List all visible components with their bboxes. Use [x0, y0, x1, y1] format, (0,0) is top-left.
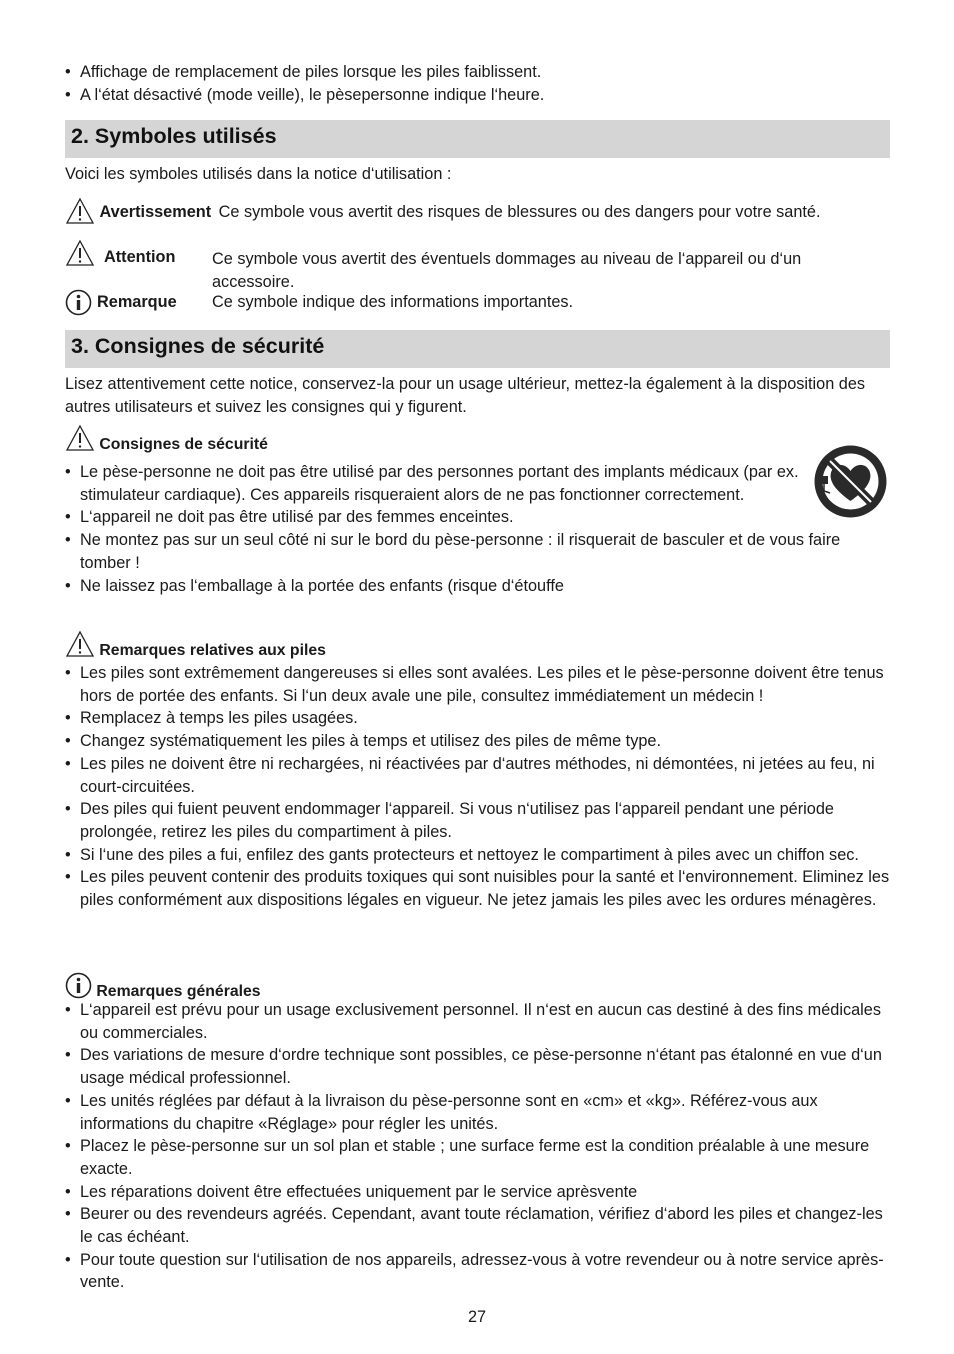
list-item: • Pour toute question sur l‘utilisation de nos appareils, adressez-vous à votre revendeur ou à notre service après-vente. — [65, 1249, 895, 1294]
list-item: • Les réparations doivent être effectuées uniquement par le service aprèsvente — [65, 1181, 895, 1204]
no-pacemaker-icon — [812, 443, 889, 520]
safety-subheading: Consignes de sécurité — [65, 424, 268, 452]
warning-triangle-icon — [65, 424, 95, 452]
intro-bullet-list — [65, 61, 895, 106]
symbols-intro: Voici les symboles utilisés dans la notice d‘utilisation : — [65, 165, 452, 183]
list-item: • Des piles qui fuient peuvent endommager l‘appareil. Si vous n‘utilisez pas l‘appareil pendant une période prolongée, retirez les piles du compartiment à piles. — [65, 798, 895, 843]
batteries-list — [65, 662, 895, 912]
list-item: • Les unités réglées par défaut à la livraison du pèse-personne sont en «cm» et «kg». Référez-vous aux informations du chapitre «Réglage» pour régler les unités. — [65, 1090, 895, 1135]
list-item: • L‘appareil est prévu pour un usage exclusivement personnel. Il n‘est en aucun cas destiné à des fins médicales ou commerciales. — [65, 999, 895, 1044]
warning-triangle-icon — [65, 239, 95, 267]
list-item: • Changez systématiquement les piles à temps et utilisez des piles de même type. — [65, 730, 895, 753]
list-item: • L‘appareil ne doit pas être utilisé par des femmes enceintes. — [65, 506, 895, 529]
list-item: • A l‘état désactivé (mode veille), le pèsepersonne indique l‘heure. — [65, 84, 895, 107]
attention-text: Ce symbole vous avertit des éventuels dommages au niveau de l‘appareil ou d‘un accessoire. — [212, 250, 802, 291]
section-title: 3. Consignes de sécurité — [71, 334, 325, 358]
attention-label: Attention — [104, 248, 176, 266]
list-item: • Si l‘une des piles a fui, enfilez des gants protecteurs et nettoyez le compartiment à piles avec un chiffon sec. — [65, 844, 895, 867]
list-item: • Le pèse-personne ne doit pas être utilisé par des personnes portant des implants médicaux (par ex. stimulateur cardiaque). Ces appareils risqueraient alors de ne pas fonctionner correctement. — [65, 461, 895, 506]
info-circle-icon — [65, 289, 92, 316]
list-item: • Beurer ou des revendeurs agréés. Cependant, avant toute réclamation, vérifiez d‘abord les piles et changez-les le cas échéant. — [65, 1203, 895, 1248]
general-list — [65, 999, 895, 1294]
list-item: • Les piles peuvent contenir des produits toxiques qui sont nuisibles pour la santé et l‘environnement. Eliminez les piles conformément aux dispositions légales en vigueur. Ne jetez jamais les piles avec les ordures ménagères. — [65, 866, 895, 911]
page-number: 27 — [467, 1308, 487, 1326]
section-heading-symbols — [65, 120, 890, 158]
list-item: • Remplacez à temps les piles usagées. — [65, 707, 895, 730]
warning-symbol-row — [65, 197, 895, 225]
list-item: • Ne montez pas sur un seul côté ni sur le bord du pèse-personne : il risquerait de basculer et de vous faire tomber ! — [65, 529, 895, 574]
warning-triangle-icon — [65, 630, 95, 658]
safety-list — [65, 461, 895, 597]
info-circle-icon — [65, 972, 92, 999]
safety-intro: Lisez attentivement cette notice, conservez-la pour un usage ultérieur, mettez-la également à la disposition des autres utilisateurs et suivez les consignes qui y figurent. — [65, 375, 866, 416]
note-text: Ce symbole indique des informations importantes. — [212, 293, 574, 311]
warning-text: Ce symbole vous avertit des risques de blessures ou des dangers pour votre santé. — [218, 203, 821, 221]
section-heading-safety — [65, 330, 890, 368]
note-symbol-row — [65, 289, 895, 316]
list-item: • Les piles ne doivent être ni rechargées, ni réactivées par d‘autres méthodes, ni démontées, ni jetées au feu, ni court-circuitées. — [65, 753, 895, 798]
section-title: 2. Symboles utilisés — [71, 124, 277, 148]
attention-symbol-row — [65, 239, 895, 291]
warning-triangle-icon — [65, 197, 95, 225]
batteries-subheading: Remarques relatives aux piles — [65, 630, 326, 658]
list-item: • Affichage de remplacement de piles lorsque les piles faiblissent. — [65, 61, 895, 84]
warning-label: Avertissement — [99, 203, 212, 221]
general-subheading: Remarques générales — [65, 972, 261, 999]
list-item: • Placez le pèse-personne sur un sol plan et stable ; une surface ferme est la condition préalable à une mesure exacte. — [65, 1135, 895, 1180]
list-item: • Les piles sont extrêmement dangereuses si elles sont avalées. Les piles et le pèse-personne doivent être tenus hors de portée des enfants. Si l‘un deux avale une pile, consultez immédiatement un médecin ! — [65, 662, 895, 707]
list-item: • Des variations de mesure d‘ordre technique sont possibles, ce pèse-personne n‘étant pas étalonné en vue d‘un usage médical professionnel. — [65, 1044, 895, 1089]
list-item: • Ne laissez pas l‘emballage à la portée des enfants (risque d‘étouffe — [65, 575, 895, 598]
note-label: Remarque — [97, 293, 177, 311]
